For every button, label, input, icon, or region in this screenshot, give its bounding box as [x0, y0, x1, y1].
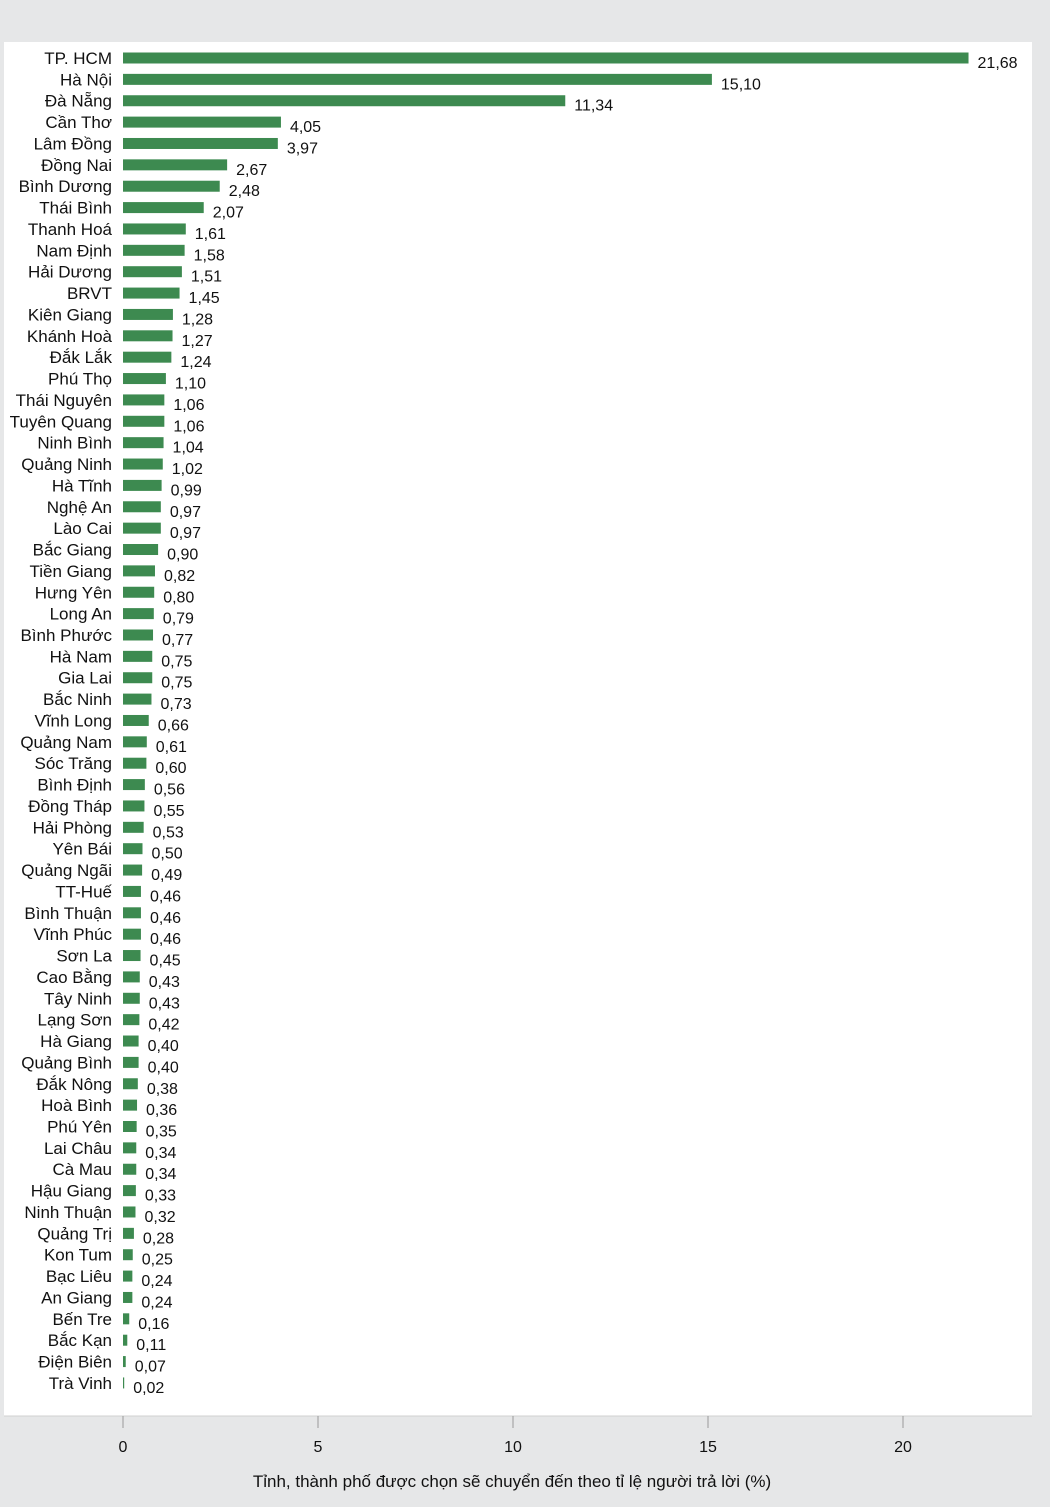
bar — [123, 117, 281, 128]
category-label: Thái Bình — [39, 198, 112, 218]
bar — [123, 843, 143, 854]
category-label: Phú Yên — [47, 1117, 112, 1137]
value-label: 1,10 — [174, 375, 207, 393]
bar — [123, 352, 171, 363]
bar — [123, 1206, 135, 1217]
bar — [123, 822, 144, 833]
value-label: 2,48 — [228, 183, 260, 201]
category-label: Bình Dương — [18, 177, 112, 197]
category-label: Tuyên Quang — [9, 412, 112, 432]
value-label: 0,53 — [152, 824, 184, 842]
category-label: Quảng Nam — [20, 732, 112, 752]
value-label: 0,46 — [149, 909, 182, 927]
category-label: Hà Giang — [40, 1032, 112, 1052]
bar — [123, 459, 163, 470]
value-label: 1,51 — [190, 268, 223, 286]
value-label: 0,60 — [155, 760, 187, 778]
bar — [123, 1185, 136, 1196]
value-label: 0,80 — [163, 589, 195, 607]
bar — [123, 1356, 126, 1367]
x-tick-label: 0 — [118, 1439, 128, 1456]
bar — [123, 929, 141, 940]
bar — [123, 865, 142, 876]
bar — [123, 394, 164, 405]
category-label: Vĩnh Phúc — [33, 925, 112, 945]
value-label: 0,36 — [146, 1102, 178, 1120]
value-label: 0,46 — [149, 888, 182, 906]
value-label: 0,43 — [148, 973, 180, 991]
category-label: Ninh Thuận — [24, 1202, 112, 1222]
bar — [123, 950, 141, 961]
category-label: Nam Định — [36, 241, 112, 261]
category-label: Điện Biên — [38, 1352, 112, 1372]
category-label: Bình Phước — [20, 625, 112, 645]
bar — [123, 993, 140, 1004]
category-label: Hậu Giang — [30, 1181, 112, 1201]
bar — [123, 74, 712, 85]
bar — [123, 53, 969, 64]
category-label: Bắc Giang — [32, 540, 112, 560]
value-label: 11,34 — [574, 97, 614, 115]
value-label: 0,55 — [153, 802, 185, 820]
value-label: 0,97 — [169, 503, 201, 521]
category-label: Bến Tre — [52, 1309, 112, 1329]
bar — [123, 694, 151, 705]
bar — [123, 736, 147, 747]
bar — [123, 373, 166, 384]
value-label: 0,43 — [148, 995, 180, 1013]
bar — [123, 1057, 139, 1068]
bar — [123, 800, 144, 811]
value-label: 0,46 — [149, 931, 182, 949]
bar — [123, 608, 154, 619]
value-label: 1,02 — [171, 461, 203, 479]
bar — [123, 587, 154, 598]
value-label: 0,66 — [157, 717, 189, 735]
category-label: Đồng Tháp — [28, 796, 112, 816]
value-label: 0,34 — [145, 1144, 177, 1162]
category-label: Tây Ninh — [43, 989, 112, 1009]
category-label: TT-Huế — [55, 882, 112, 902]
value-label: 0,45 — [149, 952, 181, 970]
category-label: Sơn La — [56, 946, 112, 966]
value-label: 0,02 — [133, 1379, 165, 1397]
category-label: Hải Phòng — [32, 818, 112, 838]
x-axis-title: Tỉnh, thành phố được chọn sẽ chuyển đến theo tỉ lệ người trả lời (%) — [252, 1472, 772, 1491]
bar — [123, 1228, 134, 1239]
value-label: 1,28 — [181, 311, 214, 329]
bar — [123, 138, 278, 149]
value-label: 0,35 — [145, 1123, 177, 1141]
value-label: 0,32 — [144, 1208, 176, 1226]
bar — [123, 1036, 139, 1047]
category-label: BRVT — [66, 284, 112, 304]
value-label: 0,11 — [136, 1337, 167, 1355]
value-label: 1,06 — [173, 418, 205, 436]
value-label: 0,49 — [151, 867, 183, 885]
category-label: Hải Dương — [28, 262, 112, 282]
category-label: Đắk Lắk — [49, 348, 112, 368]
bar — [123, 1249, 133, 1260]
bar — [123, 288, 180, 299]
value-label: 0,50 — [151, 845, 183, 863]
category-label: Thái Nguyên — [15, 390, 112, 410]
category-label: Long An — [49, 604, 112, 624]
value-label: 1,61 — [194, 225, 226, 243]
bar — [123, 651, 152, 662]
category-label: Tiền Giang — [29, 561, 112, 581]
x-tick-label: 5 — [313, 1439, 323, 1456]
category-label: TP. HCM — [44, 49, 112, 68]
bar — [123, 330, 173, 341]
value-label: 0,24 — [141, 1273, 173, 1291]
bar — [123, 1164, 136, 1175]
value-label: 0,24 — [141, 1294, 173, 1312]
category-label: Đồng Nai — [41, 155, 112, 175]
category-label: Hoà Bình — [41, 1096, 112, 1116]
value-label: 0,82 — [163, 567, 196, 585]
category-label: Quảng Ngãi — [21, 861, 112, 881]
category-label: Thanh Hoá — [27, 219, 112, 239]
bar — [123, 309, 173, 320]
bar — [123, 886, 141, 897]
category-label: Vĩnh Long — [34, 711, 112, 731]
category-label: Trà Vinh — [48, 1373, 112, 1393]
category-label: Đà Nẵng — [44, 91, 112, 111]
category-label: Đắk Nông — [36, 1074, 112, 1094]
bar — [123, 245, 185, 256]
category-label: Hưng Yên — [34, 583, 112, 603]
category-label: Gia Lai — [58, 668, 112, 688]
value-label: 1,58 — [193, 247, 225, 265]
value-label: 2,07 — [212, 204, 244, 222]
category-label: Kon Tum — [43, 1245, 112, 1265]
value-label: 3,97 — [286, 140, 318, 158]
category-label: Nghệ An — [46, 497, 112, 517]
bar — [123, 1335, 127, 1346]
category-label: Bắc Kạn — [47, 1331, 112, 1351]
category-label: Hà Nam — [49, 647, 112, 667]
bar — [123, 715, 149, 726]
bar — [123, 971, 140, 982]
value-label: 1,24 — [180, 354, 212, 372]
category-label: Hà Nội — [60, 70, 112, 90]
value-label: 1,04 — [172, 439, 204, 457]
bar — [123, 223, 186, 234]
category-label: Cần Thơ — [45, 113, 112, 133]
category-label: Phú Thọ — [48, 369, 112, 389]
value-label: 2,67 — [236, 161, 268, 179]
category-label: Cao Bằng — [36, 967, 112, 987]
category-label: Quảng Bình — [21, 1053, 112, 1073]
bar — [123, 501, 161, 512]
bar — [123, 1292, 132, 1303]
category-label: Bắc Ninh — [43, 690, 112, 710]
bar — [123, 907, 141, 918]
value-label: 0,42 — [148, 1016, 180, 1034]
bar — [123, 523, 161, 534]
bar — [123, 159, 227, 170]
value-label: 0,61 — [155, 738, 187, 756]
category-label: Lào Cai — [53, 519, 112, 539]
category-label: An Giang — [41, 1288, 112, 1308]
bar — [123, 544, 158, 555]
category-label: Bình Thuận — [24, 903, 112, 923]
bar — [123, 1014, 139, 1025]
bar — [123, 1142, 136, 1153]
category-label: Bình Định — [37, 775, 112, 795]
category-label: Kiên Giang — [27, 305, 112, 325]
category-label: Lạng Sơn — [37, 1010, 112, 1030]
value-label: 0,75 — [161, 674, 193, 692]
value-label: 0,40 — [147, 1059, 179, 1077]
bar — [123, 480, 162, 491]
value-label: 4,05 — [289, 119, 322, 137]
value-label: 1,45 — [188, 290, 220, 308]
category-label: Khánh Hoà — [26, 326, 112, 346]
value-label: 0,28 — [142, 1230, 175, 1248]
bar — [123, 672, 152, 683]
bar — [123, 202, 204, 213]
value-label: 0,75 — [161, 653, 193, 671]
bar — [123, 779, 145, 790]
value-label: 0,56 — [153, 781, 185, 799]
value-label: 1,06 — [173, 396, 205, 414]
x-tick-label: 20 — [894, 1439, 912, 1456]
value-label: 0,34 — [145, 1166, 177, 1184]
bar — [123, 1078, 138, 1089]
value-label: 0,97 — [169, 525, 201, 543]
value-label: 15,10 — [720, 76, 761, 94]
value-label: 0,40 — [147, 1038, 179, 1056]
bar — [123, 181, 220, 192]
bar — [123, 1121, 137, 1132]
bar — [123, 758, 146, 769]
category-label: Sóc Trăng — [34, 754, 112, 774]
value-label: 0,38 — [146, 1080, 178, 1098]
value-label: 0,90 — [167, 546, 199, 564]
value-label: 0,77 — [162, 631, 194, 649]
bar — [123, 1271, 132, 1282]
category-label: Cà Mau — [52, 1160, 112, 1180]
category-label: Hà Tĩnh — [51, 476, 112, 496]
category-label: Quảng Ninh — [21, 455, 112, 475]
bar — [123, 437, 164, 448]
value-label: 0,79 — [162, 610, 194, 628]
bar — [123, 629, 153, 640]
x-tick-label: 10 — [504, 1439, 522, 1456]
value-label: 0,33 — [144, 1187, 177, 1205]
value-label: 0,25 — [141, 1251, 173, 1269]
category-label: Bạc Liêu — [45, 1267, 112, 1287]
value-label: 0,16 — [138, 1315, 170, 1333]
value-label: 0,73 — [160, 696, 192, 714]
x-tick-label: 15 — [699, 1439, 717, 1456]
bar — [123, 565, 155, 576]
bar — [123, 1377, 124, 1388]
bar — [123, 95, 565, 106]
value-label: 0,07 — [134, 1358, 166, 1376]
category-label: Yên Bái — [52, 839, 112, 859]
bar — [123, 266, 182, 277]
category-label: Quảng Trị — [37, 1224, 112, 1244]
category-label: Ninh Bình — [37, 433, 112, 453]
category-label: Lai Châu — [43, 1138, 112, 1158]
bar — [123, 416, 164, 427]
value-label: 21,68 — [977, 55, 1018, 72]
category-label: Lâm Đồng — [33, 134, 112, 154]
value-label: 0,99 — [170, 482, 202, 500]
bar — [123, 1313, 129, 1324]
bar — [123, 1100, 137, 1111]
value-label: 1,27 — [181, 332, 213, 350]
